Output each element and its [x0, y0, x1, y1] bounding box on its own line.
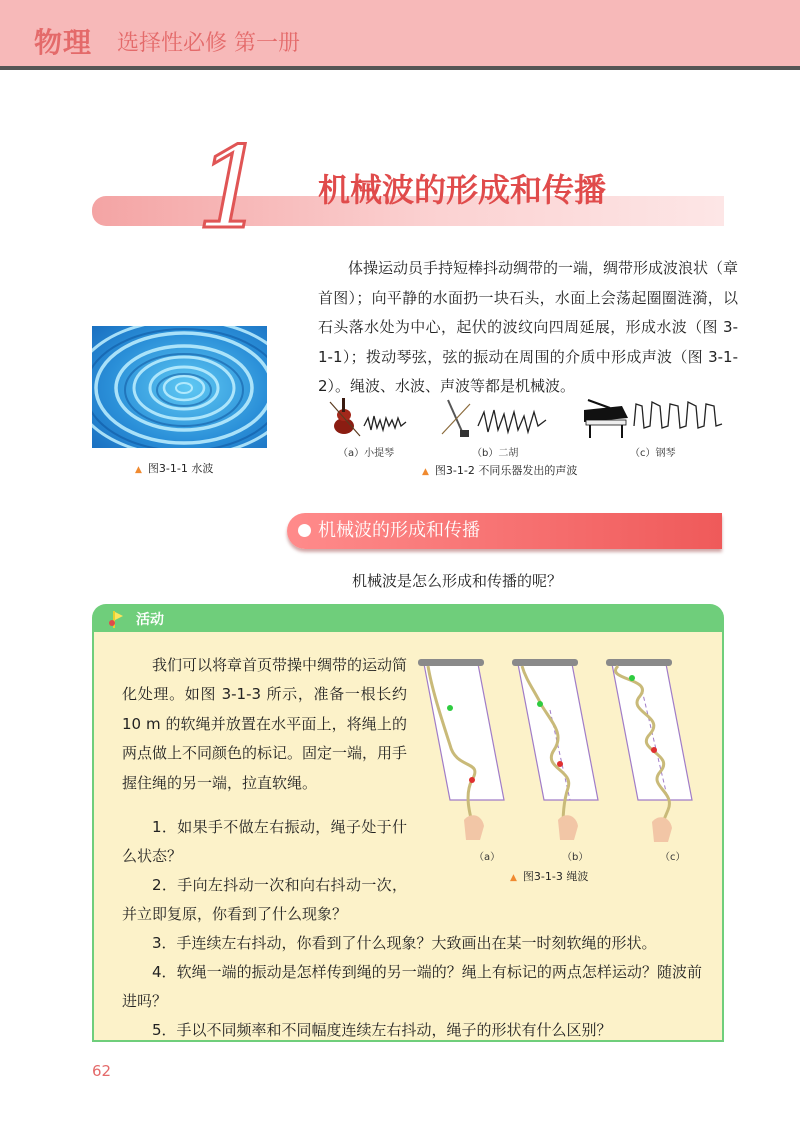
rope-panel-c [606, 659, 692, 842]
section-title: 机械波的形成和传播 [318, 171, 607, 209]
rope-wave-figure [414, 650, 714, 850]
water-wave-photo [92, 326, 267, 448]
intro-paragraph: 体操运动员手持短棒抖动绸带的一端，绸带形成波浪状（章首图）；向平静的水面扔一块石头，水面上会荡起圈圈涟漪，以石头落水处为中心，起伏的波纹向四周延展，形成水波（图 3-1-1）；拨动琴弦，弦的振动在周围的介质中形成声波（图 3-1-2）。绳波、水波、声波等都是机械波。 [318, 259, 739, 395]
activity-header [92, 604, 724, 634]
caption-triangle-icon: ▲ [135, 465, 142, 475]
caption-text: 图3-1-1 水波 [147, 462, 214, 475]
bullet-dot-icon [298, 524, 311, 537]
caption-text: 图3-1-2 不同乐器发出的声波 [434, 464, 578, 477]
rope-panel-b [512, 659, 598, 840]
subject-title: 物理 [34, 26, 93, 59]
violin-icon [330, 398, 360, 436]
figure-3-1-2-caption [422, 462, 577, 478]
book-title: 选择性必修 第一册 [117, 31, 300, 56]
activity-paragraph: 我们可以将章首页带操中绸带的运动简化处理。如图 3-1-3 所示，准备一根长约 10 m 的软绳并放置在水平面上，将绳上的两点做上不同颜色的标记。固定一端，用手握住绳的另一端，拉直软绳。 [122, 656, 408, 792]
rope-label-b: （b） [562, 852, 589, 863]
activity-question-3: 3．手连续左右抖动，你看到了什么现象？大致画出在某一时刻软绳的形状。 [152, 934, 657, 952]
caption-triangle-icon: ▲ [510, 873, 517, 883]
erhu-label: （b）二胡 [472, 448, 519, 459]
page-number: 62 [92, 1062, 112, 1080]
erhu-icon [442, 400, 470, 437]
activity-question-4: 4．软绳一端的振动是怎样传到绳的另一端的？绳上有标记的两点怎样运动？随波前进吗？ [122, 963, 702, 1011]
rope-label-a: （a） [474, 852, 501, 863]
piano-label: （c）钢琴 [630, 448, 676, 459]
section-number: 1 [196, 124, 268, 254]
lead-question: 机械波是怎么形成和传播的呢？ [352, 572, 563, 590]
activity-question-1: 1．如果手不做左右振动，绳子处于什么状态？ [122, 818, 407, 866]
figure-3-1-1-caption [135, 460, 213, 476]
activity-question-2: 2．手向左抖动一次和向右抖动一次，并立即复原，你看到了什么现象？ [122, 876, 407, 924]
header-divider [0, 66, 800, 70]
subsection-title: 机械波的形成和传播 [318, 520, 480, 541]
caption-triangle-icon: ▲ [422, 467, 429, 477]
activity-question-5: 5．手以不同频率和不同幅度连续左右抖动，绳子的形状有什么区别？ [152, 1021, 612, 1039]
rope-label-c: （c） [660, 852, 686, 863]
rope-panel-a [418, 659, 504, 840]
activity-title: 活动 [136, 612, 164, 628]
violin-label: （a）小提琴 [338, 448, 395, 459]
activity-flag-icon [106, 609, 126, 629]
figure-3-1-3-caption [510, 868, 588, 884]
instrument-waves-figure [322, 396, 732, 442]
piano-icon [584, 400, 628, 438]
caption-text: 图3-1-3 绳波 [522, 870, 589, 883]
